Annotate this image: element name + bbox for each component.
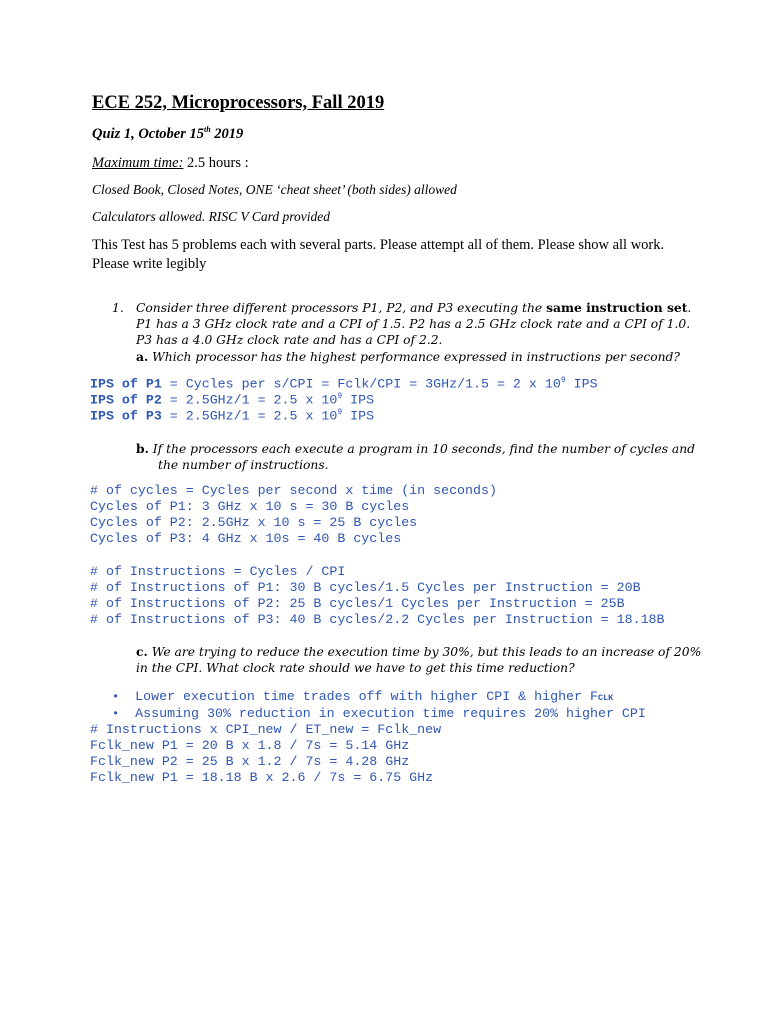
answer-c-bullet: • Assuming 30% reduction in execution time requires 20% higher CPI [112,706,646,721]
answer-b-cycles-line: Cycles of P1: 3 GHz x 10 s = 30 B cycles [90,499,410,514]
answer-c-line: Fclk_new P1 = 20 B x 1.8 / 7s = 5.14 GHz [90,738,410,753]
bullet-icon: • [112,690,120,704]
answer-a-line-2: IPS of P2 = 2.5GHz/1 = 2.5 x $10^9$ IPS [90,392,375,408]
calc-line: Calculators allowed. RISC V Card provided [92,209,330,224]
part-c-question-line1: c. We are trying to reduce the execution time by 30%, but this leads to an increase of 20% [136,644,702,659]
answer-a-line-3: IPS of P3 = 2.5GHz/1 = 2.5 x $10^9$ IPS [90,408,375,424]
answer-c-line: # Instructions x CPI_new / ET_new = Fclk_new [90,722,442,737]
part-c-question-line2: in the CPI. What clock rate should we have to get this time reduction? [136,661,575,675]
answer-b-instr-line: # of Instructions of P3: 40 B cycles/2.2 Cycles per Instruction = 18.18B [90,612,665,627]
answer-b-instr-line: # of Instructions of P2: 25 B cycles/1 Cycles per Instruction = 25B [90,596,625,611]
max-time-line: Maximum time: 2.5 hours : [92,155,249,171]
part-b-question-line1: b. If the processors each execute a program in 10 seconds, find the number of cycles and [136,441,696,456]
answer-a-line-1: IPS of P1 = Cycles per s/CPI = Fclk/CPI = 3GHz/1.5 = 2 x $10^9$ IPS [90,376,598,392]
answer-c-line: Fclk_new P1 = 18.18 B x 2.6 / 7s = 6.75 GHz [90,770,434,785]
problem-statement-line3: P3 has a 4.0 GHz clock rate and has a CPI of 2.2. [136,333,443,347]
answer-b-instr-line: # of Instructions of P1: 30 B cycles/1.5 Cycles per Instruction = 20B [90,580,641,595]
answer-c-bullet: • Lower execution time trades off with higher CPI & higher FCLK [112,689,614,704]
bullet-icon: • [112,707,120,721]
rules-line: Closed Book, Closed Notes, ONE ‘cheat sheet’ (both sides) allowed [92,182,457,197]
problem-number: 1. [112,301,124,315]
answer-c-line: Fclk_new P2 = 25 B x 1.2 / 7s = 4.28 GHz [90,754,410,769]
answer-b-cycles-line: Cycles of P2: 2.5GHz x 10 s = 25 B cycles [90,515,418,530]
instructions-paragraph: This Test has 5 problems each with several parts. Please attempt all of them. Please show all work. Please write legibly [92,237,665,272]
part-b-question-line2: the number of instructions. [158,458,329,472]
problem-statement-line1: Consider three different processors P1, P2, and P3 executing the same instruction set. [136,300,692,315]
page-title: ECE 252, Microprocessors, Fall 2019 [92,93,385,113]
answer-b-instr-line: # of Instructions = Cycles / CPI [90,564,346,579]
answer-b-cycles-line: # of cycles = Cycles per second x time (in seconds) [90,483,497,498]
answer-b-cycles-line: Cycles of P3: 4 GHz x 10s = 40 B cycles [90,531,402,546]
part-a-question: a. Which processor has the highest performance expressed in instructions per second? [136,349,681,364]
quiz-heading: Quiz 1, October 15th 2019 [92,125,244,142]
problem-statement-line2: P1 has a 3 GHz clock rate and a CPI of 1.5. P2 has a 2.5 GHz clock rate and a CPI of 1.0. [136,317,691,331]
